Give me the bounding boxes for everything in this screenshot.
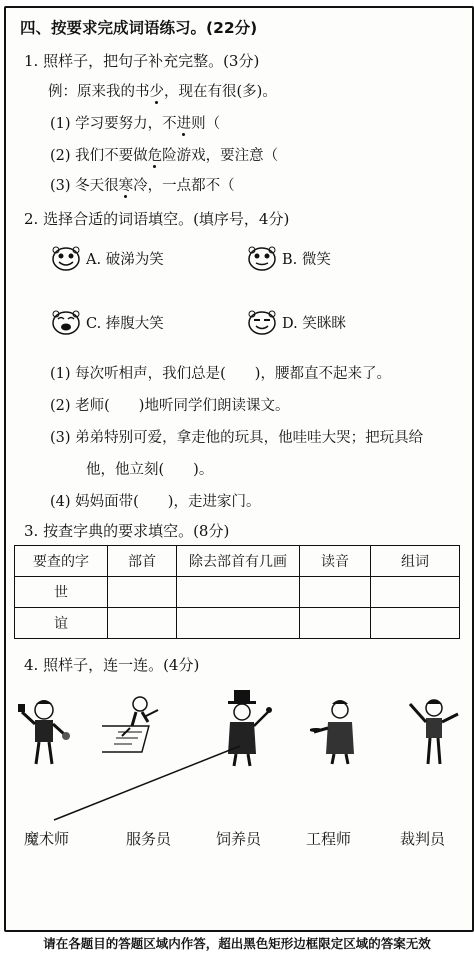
option-d-label: D. 笑眯眯 xyxy=(282,315,346,332)
header-word: 组词 xyxy=(371,546,460,577)
header-char: 要查的字 xyxy=(15,546,108,577)
referee-figure-icon[interactable] xyxy=(16,694,72,770)
header-pronunciation: 读音 xyxy=(300,546,371,577)
q2-item-1: (1) 每次听相声，我们总是( )，腰都直不起来了。 xyxy=(50,366,391,382)
q2-title: 2. 选择合适的词语填空。(填序号，4分) xyxy=(24,210,290,228)
option-c-label: C. 捧腹大笑 xyxy=(86,315,164,332)
q1-item-2: (2) 我们不要做危险游戏，要注意（ xyxy=(50,148,279,164)
q1-title: 1. 照样子，把句子补充完整。(3分) xyxy=(24,52,260,70)
q2-option-d[interactable] xyxy=(246,308,346,336)
answer-cell[interactable] xyxy=(300,577,371,608)
job-referee[interactable]: 裁判员 xyxy=(400,830,446,848)
answer-cell[interactable] xyxy=(108,577,177,608)
q1-item-3: (3) 冬天很寒冷，一点都不（ xyxy=(50,178,235,194)
job-engineer[interactable]: 工程师 xyxy=(306,830,352,848)
answer-cell[interactable] xyxy=(177,577,300,608)
q2-item-3: (3) 弟弟特别可爱，拿走他的玩具，他哇哇大哭；把玩具给 xyxy=(50,430,424,446)
char-cell: 世 xyxy=(15,577,108,608)
q3-title: 3. 按查字典的要求填空。(8分) xyxy=(24,522,230,540)
q1-item-1: (1) 学习要努力，不进则（ xyxy=(50,116,221,132)
big-laugh-face-icon xyxy=(50,308,82,336)
header-strokes: 除去部首有几画 xyxy=(177,546,300,577)
q1-example: 例：原来我的书少，现在有很(多)。 xyxy=(48,84,277,100)
answer-area xyxy=(4,6,474,932)
job-magician[interactable]: 魔术师 xyxy=(24,830,70,848)
q2-option-b[interactable] xyxy=(246,244,331,272)
option-b-label: B. 微笑 xyxy=(282,251,331,268)
header-radical: 部首 xyxy=(108,546,177,577)
footer-note: 请在各题目的答题区域内作答，超出黑色矩形边框限定区域的答案无效 xyxy=(43,936,431,951)
option-a-label: A. 破涕为笑 xyxy=(86,251,164,268)
table-row xyxy=(15,608,460,639)
q2-item-2: (2) 老师( )地听同学们朗读课文。 xyxy=(50,398,290,414)
table-row xyxy=(15,577,460,608)
q2-option-c[interactable] xyxy=(50,308,164,336)
squinting-face-icon xyxy=(246,308,278,336)
job-feeder[interactable]: 饲养员 xyxy=(216,830,262,848)
table-header-row xyxy=(15,546,460,577)
answer-cell[interactable] xyxy=(371,608,460,639)
q2-item-3-cont: 他，他立刻( )。 xyxy=(86,462,214,478)
answer-cell[interactable] xyxy=(108,608,177,639)
q2-item-4: (4) 妈妈面带( )，走进家门。 xyxy=(50,494,261,510)
answer-cell[interactable] xyxy=(300,608,371,639)
q2-option-a[interactable] xyxy=(50,244,164,272)
dictionary-table xyxy=(14,545,460,639)
smiling-face-icon xyxy=(246,244,278,272)
feeder-figure-icon[interactable] xyxy=(406,692,462,768)
char-cell: 谊 xyxy=(15,608,108,639)
q4-title: 4. 照样子，连一连。(4分) xyxy=(24,656,200,674)
laughing-face-icon xyxy=(50,244,82,272)
waiter-figure-icon[interactable] xyxy=(310,696,368,766)
answer-cell[interactable] xyxy=(177,608,300,639)
magician-figure-icon[interactable] xyxy=(216,688,276,768)
answer-cell[interactable] xyxy=(371,577,460,608)
section-title: 四、按要求完成词语练习。(22分) xyxy=(20,19,258,37)
job-waiter[interactable]: 服务员 xyxy=(126,830,172,848)
engineer-figure-icon[interactable] xyxy=(102,692,166,762)
